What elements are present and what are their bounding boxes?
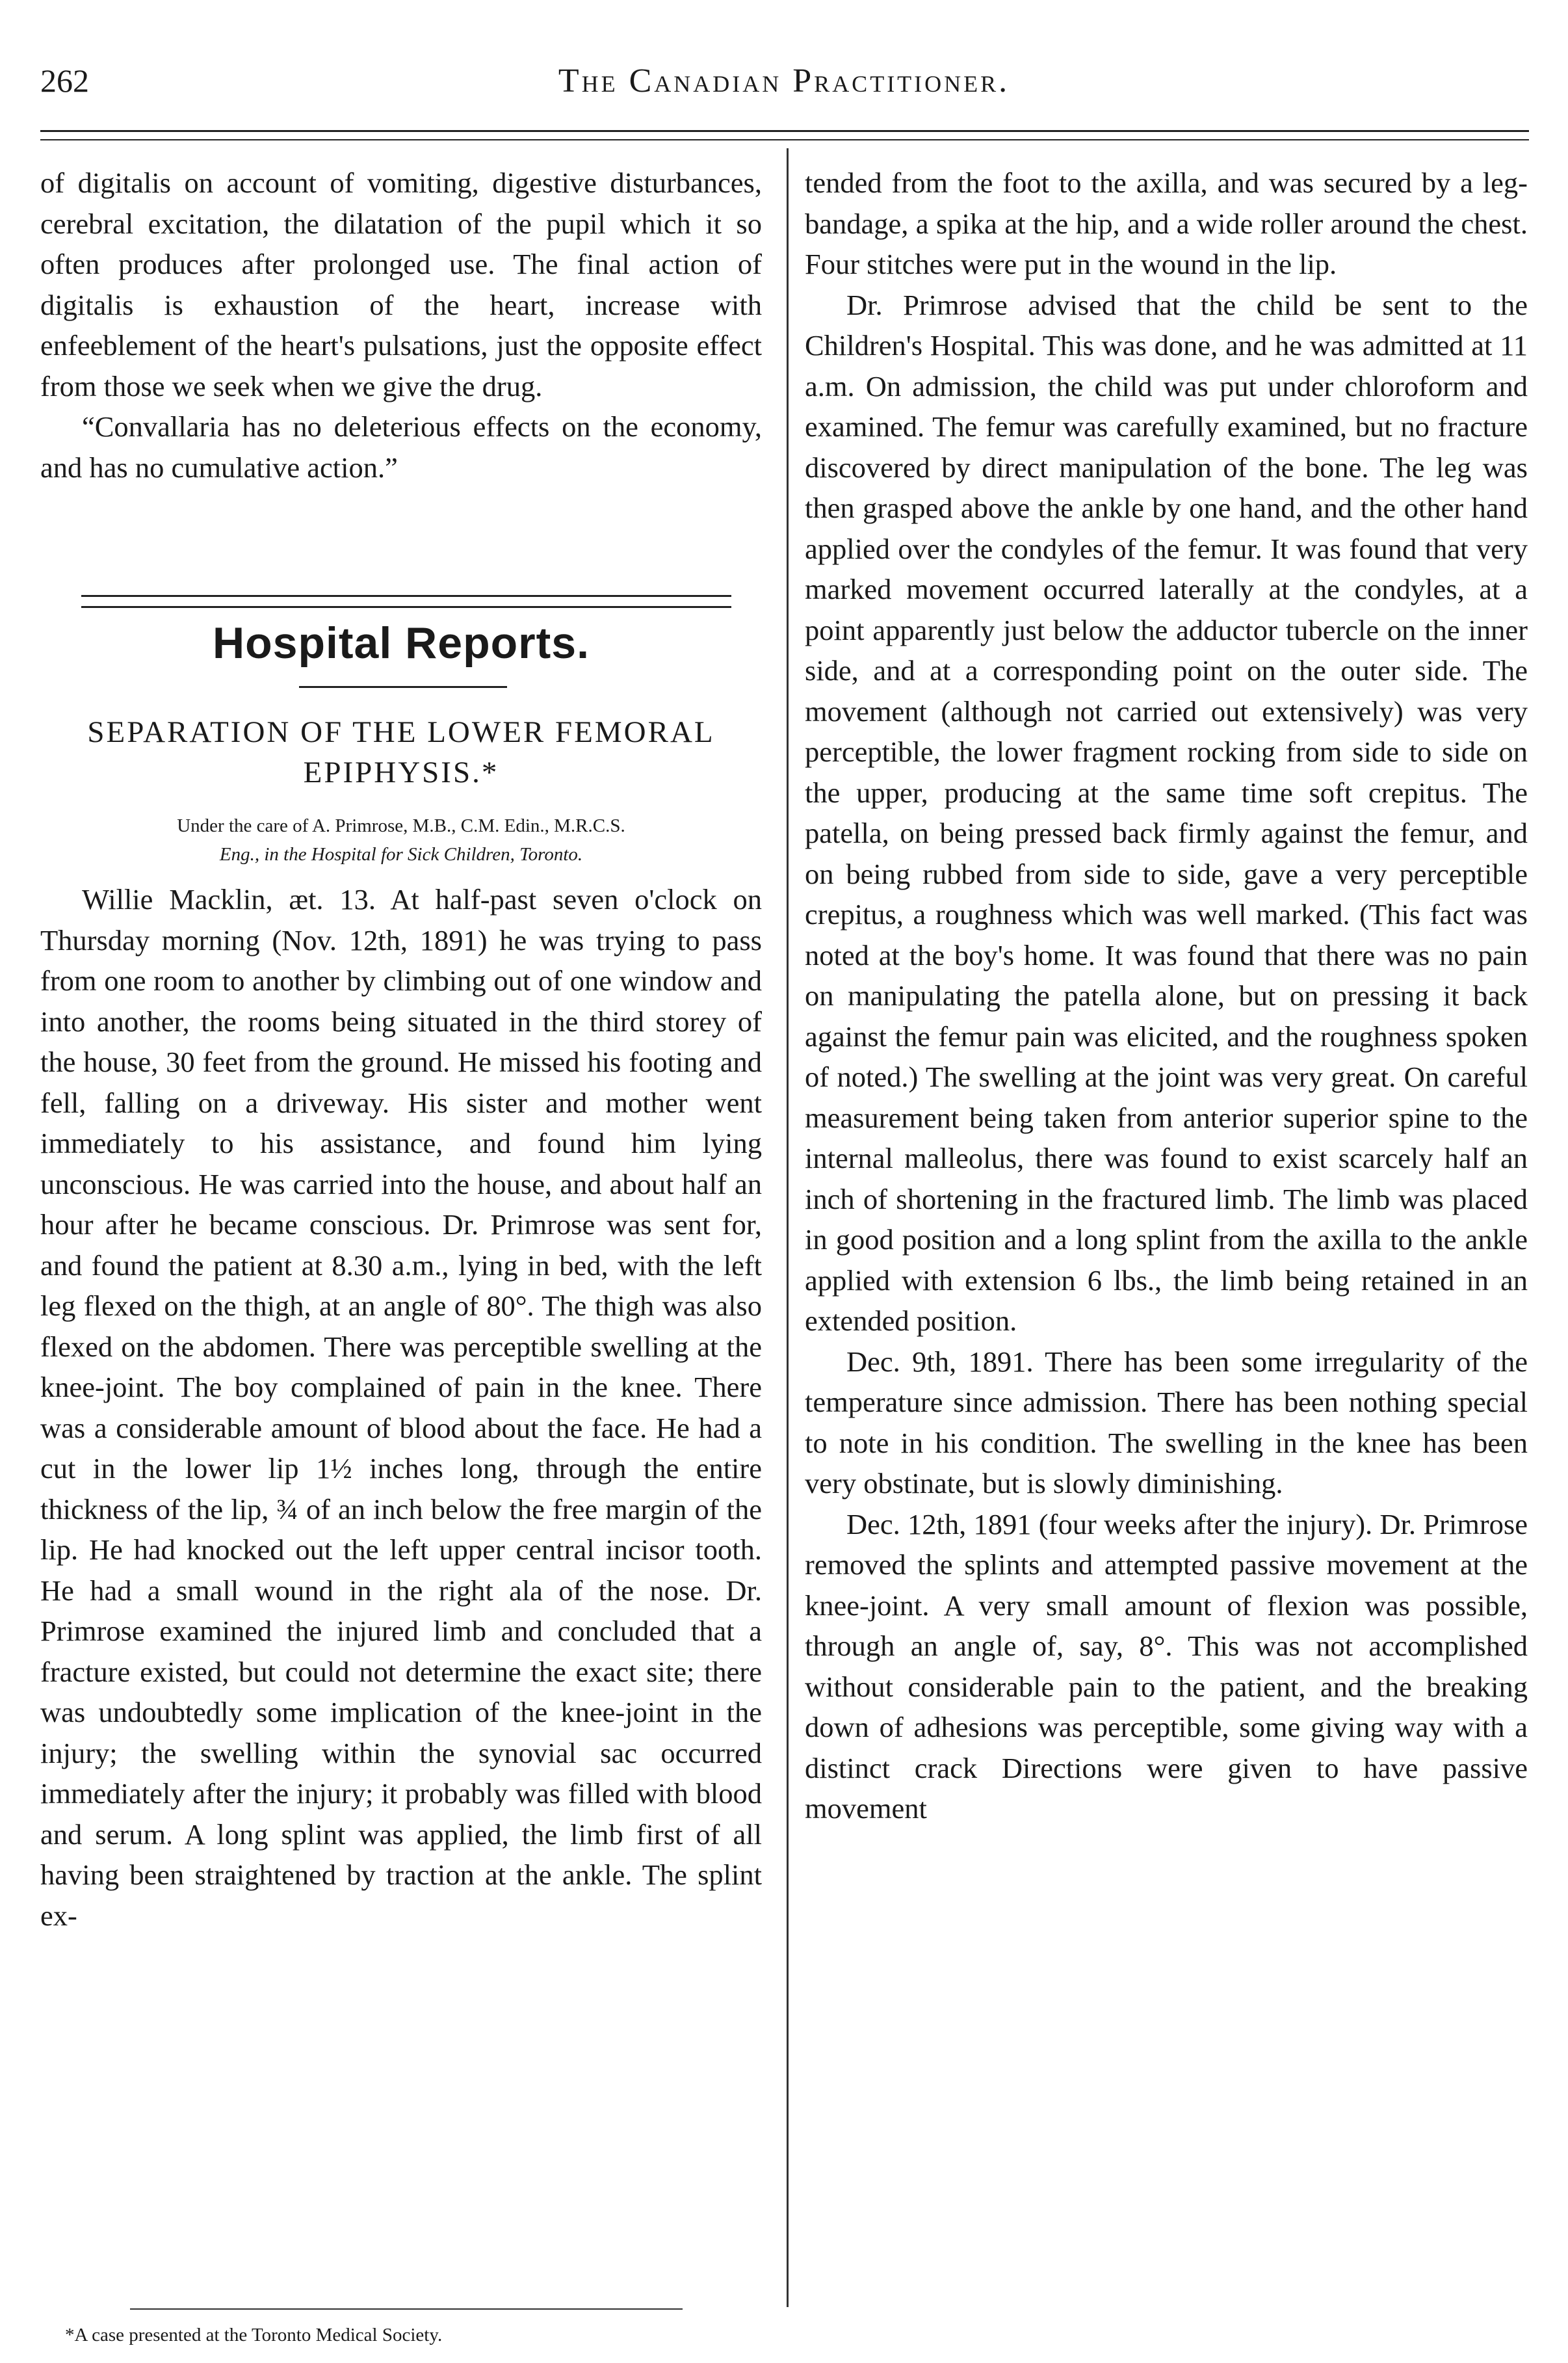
case-body-paragraph: Willie Macklin, æt. 13. At half-past seven o'clock on Thursday morning (Nov. 12th, 1891) he was trying to pass from one room to another by climbing out of one window and into another, the rooms being situated in the third storey of the house, 30 feet from the ground. He missed his footing and fell, falling on a driveway. His sister and mother went immediately to his assistance, and found him lying unconscious. He was carried into the house, and about half an hour after he became conscious. Dr. Primrose was sent for, and found the patient at 8.30 a.m., lying in bed, with the left leg flexed on the thigh, at an angle of 80°. The thigh was also flexed on the abdomen. There was perceptible swelling at the knee-joint. The boy complained of pain in the knee. There was a considerable amount of blood about the face. He had a cut in the lower lip 1½ inches long, through the entire thickness of the lip, ¾ of an inch below the free margin of the lip. He had knocked out the left upper central incisor tooth. He had a small wound in the right ala of the nose. Dr. Primrose examined the injured limb and concluded that a fracture existed, but could not determine the exact site; there was undoubtedly some implication of the knee-joint in the injury; the swelling within the synovial sac occurred immediately after the injury; it probably was filled with blood and serum. A long splint was applied, the limb first of all having been straightened by traction at the ankle. The splint ex- <box>40 883 762 1932</box>
right-paragraph-3: Dec. 9th, 1891. There has been some irregularity of the temperature since admission. There has been nothing special to note in his condition. The swelling in the knee has been very obstinate, but is slowly diminishing. <box>805 1345 1528 1499</box>
left-column-top <box>40 163 762 488</box>
right-paragraph-1: tended from the foot to the axilla, and was secured by a leg-bandage, a spika at the hip, and a wide roller around the chest. Four stitches were put in the wound in the lip. <box>805 166 1528 280</box>
page-number: 262 <box>40 62 89 99</box>
header-rule-top <box>40 130 1529 132</box>
byline-line-1: Under the care of A. Primrose, M.B., C.M. Edin., M.R.C.S. <box>177 815 625 836</box>
journal-title: The Canadian Practitioner. <box>558 62 1010 99</box>
left-column-body <box>40 879 762 1936</box>
footnote: *A case presented at the Toronto Medical Society. <box>65 2325 443 2345</box>
footnote-rule <box>130 2308 683 2310</box>
section-double-rule <box>81 595 731 608</box>
right-paragraph-4: Dec. 12th, 1891 (four weeks after the injury). Dr. Primrose removed the splints and attempted passive movement at the knee-joint. A very small amount of flexion was possible, through an angle of, say, 8°. This was not accomplished without considerable pain to the patient, and the breaking down of adhesions was perceptible, some giving way with a distinct crack Directions were given to have passive movement <box>805 1507 1528 1825</box>
continued-paragraph: of digitalis on account of vomiting, digestive disturbances, cerebral excitation, the dilatation of the pupil which it so often produces after prolonged use. The final action of digitalis is exhaustion of the heart, increase with enfeeblement of the heart's pulsations, just the opposite effect from those we seek when we give the drug. <box>40 166 762 403</box>
quote-paragraph: “Convallaria has no deleterious effects on the economy, and has no cumulative action.” <box>40 410 762 484</box>
section-heading: Hospital Reports. <box>213 618 590 668</box>
header-rule-bottom <box>40 139 1529 140</box>
right-paragraph-2: Dr. Primrose advised that the child be sent to the Children's Hospital. This was done, and he was admitted at 11 a.m. On admission, the child was put under chloroform and examined. The femur was carefully examined, but no fracture discovered by direct manipulation of the bone. The leg was then grasped above the ankle by one hand, and the other hand applied over the condyles of the femur. It was found that very marked movement occurred laterally at the condyles, at a point apparently just below the adductor tubercle on the inner side, and at a corresponding point on the outer side. The movement (although not carried out extensively) was very perceptible, the lower fragment rocking from side to side on the upper, producing at the same time soft crepitus. The patella, on being pressed back firmly against the femur, and on being rubbed from side to side, gave a very perceptible crepitus, a roughness which was well marked. (This fact was noted at the boy's home. It was found that there was no pain on manipulating the patella alone, but on pressing it back against the femur pain was elicited, and the roughness spoken of noted.) The swelling at the joint was very great. On careful measurement being taken from anterior superior spine to the internal malleolus, there was found to exist scarcely half an inch of shortening in the fractured limb. The limb was placed in good position and a long splint from the axilla to the ankle applied with extension 6 lbs., the limb being retained in an extended position. <box>805 288 1528 1337</box>
section-heading-rule <box>299 686 507 688</box>
column-divider <box>787 148 789 2307</box>
right-column <box>805 163 1528 1829</box>
byline-line-2 <box>40 840 762 869</box>
byline <box>40 812 762 869</box>
byline-line-2-text: Eng., in the Hospital for Sick Children, Toronto. <box>219 844 583 865</box>
article-title: SEPARATION OF THE LOWER FEMORAL EPIPHYSIS.* <box>87 715 715 789</box>
